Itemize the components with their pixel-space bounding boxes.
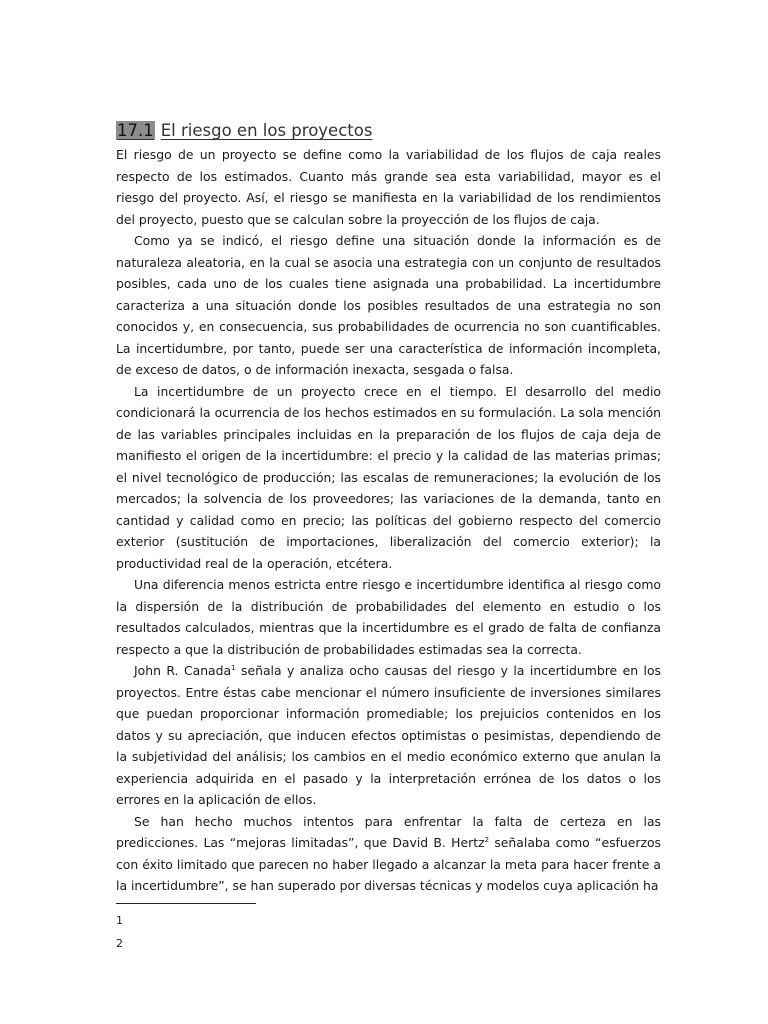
section-number: 17.1 xyxy=(117,121,154,140)
paragraph: Una diferencia menos estricta entre riesgo e incertidumbre identifica al riesgo como la dispersión de la distribución de probabilidades del elemento en estudio o los resultados calculados, mientras que la incertidumbre es el grado de falta de confianza respecto a que la distribución de probabilidades estimadas sea la correcta. xyxy=(116,577,661,657)
paragraph: El riesgo de un proyecto se define como la variabilidad de los flujos de caja reales respecto de los estimados. Cuanto más grande sea esta variabilidad, mayor es el riesgo del proyecto. Así, el riesgo se manifiesta en la variabilidad de los rendimientos del proyecto, puesto que se calculan sobre la proyección de los flujos de caja. xyxy=(116,147,661,227)
document-body xyxy=(116,119,661,897)
paragraph-text: señalaba como “esfuerzos con éxito limitado que parecen no haber llegado a alcanzar la meta para hacer frente a la incertidumbre”, se han superado por diversas técnicas y modelos cuya aplicación ha xyxy=(116,835,661,893)
paragraph-text: Se han hecho muchos intentos para enfrentar la falta de certeza en las predicciones. Las “mejoras limitadas”, que David B. Hertz xyxy=(116,813,661,850)
paragraph-text: John R. Canada xyxy=(134,663,232,678)
footnote: 2 xyxy=(116,937,123,950)
paragraph: La incertidumbre de un proyecto crece en el tiempo. El desarrollo del medio condicionará la ocurrencia de los hechos estimados en su formulación. La sola mención de las variables principales incluidas en la preparación de los flujos de caja deja de manifiesto el origen de la incertidumbre: el precio y la calidad de las materias primas; el nivel tecnológico de producción; las escalas de remuneraciones; la evolución de los mercados; la solvencia de los proveedores; las variaciones de la demanda, tanto en cantidad y calidad como en precio; las políticas del gobierno respecto del comercio exterior (sustitución de importaciones, liberalización del comercio exterior); la productividad real de la operación, etcétera. xyxy=(116,383,661,571)
paragraph-text: señala y analiza ocho causas del riesgo y la incertidumbre en los proyectos. Entre éstas cabe mencionar el número insuficiente de inversiones similares que puedan proporcionar información promediable; los prejuicios contenidos en los datos y su apreciación, que inducen efectos optimistas o pesimistas, dependiendo de la subjetividad del análisis; los cambios en el medio económico externo que anulan la experiencia adquirida en el pasado y la interpretación errónea de los datos o los errores en la aplicación de ellos. xyxy=(116,663,661,807)
footnote-ref[interactable]: 1 xyxy=(231,664,236,672)
paragraph: Como ya se indicó, el riesgo define una situación donde la información es de naturaleza aleatoria, en la cual se asocia una estrategia con un conjunto de resultados posibles, cada uno de los cuales tiene asignada una probabilidad. La incertidumbre caracteriza a una situación donde los posibles resultados de una estrategia no son conocidos y, en consecuencia, sus probabilidades de ocurrencia no son cuantificables. La incertidumbre, por tanto, puede ser una característica de información incompleta, de exceso de datos, o de información inexacta, sesgada o falsa. xyxy=(116,233,661,377)
footnote-separator xyxy=(116,903,256,904)
footnote-ref[interactable]: 2 xyxy=(484,836,490,844)
paragraph xyxy=(116,811,661,897)
section-title: El riesgo en los proyectos xyxy=(160,121,373,140)
section-heading xyxy=(116,119,661,143)
footnote: 1 xyxy=(116,914,123,927)
paragraph xyxy=(116,660,661,811)
footnotes xyxy=(116,903,256,955)
